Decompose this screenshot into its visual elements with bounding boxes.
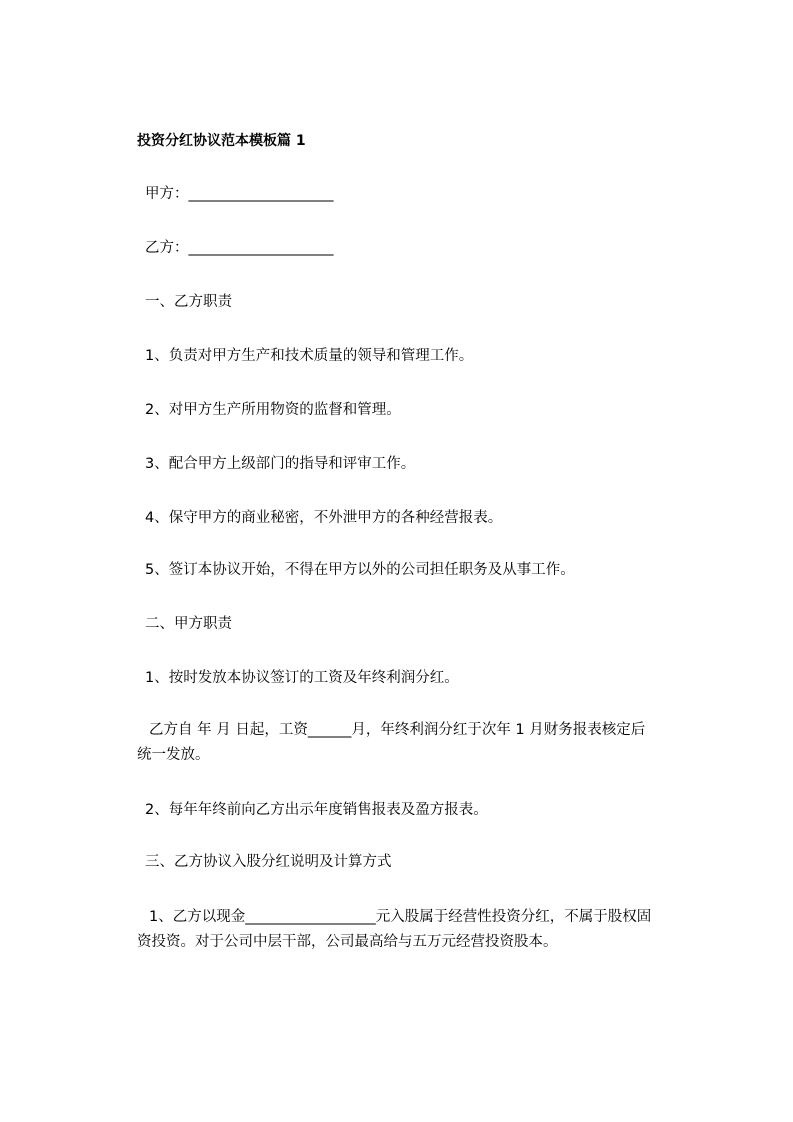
section1-heading: 一、乙方职责 bbox=[145, 294, 232, 310]
party-a-field: 甲方：____________________ bbox=[145, 186, 334, 202]
section2-item-1: 1、按时发放本协议签订的工资及年终利润分红。 bbox=[145, 670, 459, 686]
section1-item-3: 3、配合甲方上级部门的指导和评审工作。 bbox=[145, 456, 416, 472]
document-title: 投资分红协议范本模板篇 1 bbox=[137, 133, 306, 149]
section2-paragraph-line2: 统一发放。 bbox=[137, 747, 210, 763]
section2-heading: 二、甲方职责 bbox=[145, 616, 232, 632]
section1-item-1: 1、负责对甲方生产和技术质量的领导和管理工作。 bbox=[145, 348, 474, 364]
section3-heading: 三、乙方协议入股分红说明及计算方式 bbox=[145, 854, 392, 870]
section2-paragraph-line1: 乙方自 年 月 日起，工资______月，年终利润分红于次年 1 月财务报表核定后 bbox=[149, 722, 646, 738]
party-b-field: 乙方：____________________ bbox=[145, 240, 334, 256]
section2-item-2: 2、每年年终前向乙方出示年度销售报表及盈方报表。 bbox=[145, 802, 488, 818]
section3-paragraph-line2: 资投资。对于公司中层干部，公司最高给与五万元经营投资股本。 bbox=[137, 934, 558, 950]
section3-paragraph-line1: 1、乙方以现金__________________元入股属于经营性投资分红，不属于股权固 bbox=[149, 909, 652, 925]
section1-item-2: 2、对甲方生产所用物资的监督和管理。 bbox=[145, 402, 401, 418]
section1-item-4: 4、保守甲方的商业秘密，不外泄甲方的各种经营报表。 bbox=[145, 510, 503, 526]
section1-item-5: 5、签订本协议开始，不得在甲方以外的公司担任职务及从事工作。 bbox=[145, 562, 575, 578]
